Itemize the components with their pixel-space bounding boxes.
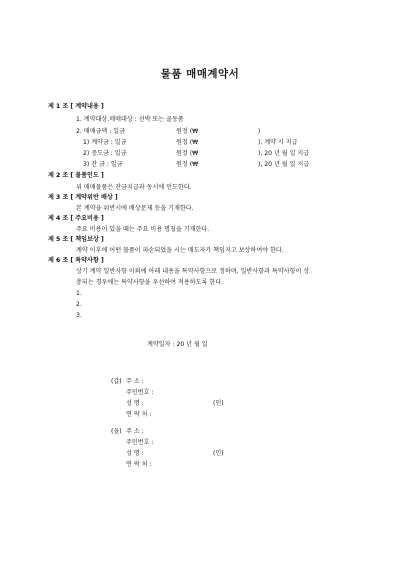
article-1-sub-3-label: 3) 잔 금 : 일금 xyxy=(83,161,123,168)
document-title: 물품 매매계약서 xyxy=(160,68,240,80)
article-1-item-1: 1. 계약대상.매매대상 : 선박 또는 골동품 xyxy=(76,116,184,123)
article-2-heading: 제 2 조 [ 물품인도 ] xyxy=(48,172,104,179)
article-2-body: 위 매매물품은 잔금지급과 동시에 인도한다. xyxy=(76,184,192,191)
party-b-address-label: 주 소 : xyxy=(126,428,144,435)
article-1-sub-2-mid: 원정 (₩ xyxy=(176,150,199,157)
article-1-sub-1-end: ), 계약 시 지급 xyxy=(258,139,298,146)
article-1-sub-2-label: 2) 중도금 : 일금 xyxy=(83,150,127,157)
party-a-name-label: 성 명 : xyxy=(126,400,144,407)
article-6-item-3: 3. xyxy=(76,312,82,319)
article-1-sub-3-end: ), 20 년 월 일 지급 xyxy=(258,161,310,168)
article-1-heading: 제 1 조 [ 계약내용 ] xyxy=(48,103,104,110)
article-3-heading: 제 3 조 [ 계약위반 배상 ] xyxy=(48,194,118,201)
party-b-contact-label: 연 락 처 : xyxy=(126,461,152,468)
party-a-seal: (인) xyxy=(213,400,224,407)
article-4-body: 주요 비용이 있을 때는 주요 비용 명칭을 기재한다. xyxy=(76,226,210,233)
party-b-label: (을) xyxy=(111,428,122,435)
article-6-body-line-1: 상기 계약 일반사항 이외에 아래 내용을 특약사항으로 정하며, 일반사항과 특약사항이 상 xyxy=(76,268,310,275)
article-6-body-line-2: 충되는 경우에는 특약사항을 우선하여 적용하도록 한다. xyxy=(76,279,224,286)
article-5-body: 계약 이후에 어떤 물품이 파손되었을 시는 매도자가 책임지고 보상하여야 한다. xyxy=(76,247,284,254)
article-1-sub-2-end: ), 20 년 월 일 지급 xyxy=(258,150,310,157)
party-a-contact-label: 연 락 처 : xyxy=(126,411,152,418)
party-b-seal: (인) xyxy=(213,450,224,457)
party-b-name-label: 성 명 : xyxy=(126,450,144,457)
article-1-item-2-end: ) xyxy=(258,128,261,135)
party-a-address-label: 주 소 : xyxy=(126,378,144,385)
article-1-item-2-label: 2. 매매금액 : 일금 xyxy=(76,128,125,135)
article-1-item-2-mid: 원정 (₩ xyxy=(176,128,199,135)
article-1-sub-1-label: 1) 계약금 : 일금 xyxy=(83,139,127,146)
party-a-label: (갑) xyxy=(111,378,122,385)
article-1-sub-3-mid: 원정 (₩ xyxy=(176,161,199,168)
article-3-body: 본 계약을 위반시에 배상문제 등을 기재한다. xyxy=(76,205,194,212)
article-6-item-2: 2. xyxy=(76,301,82,308)
party-b-id-label: 주민번호 : xyxy=(126,439,154,446)
article-4-heading: 제 4 조 [ 주요비용 ] xyxy=(48,215,104,222)
party-a-id-label: 주민번호 : xyxy=(126,389,154,396)
article-1-sub-1-mid: 원정 (₩ xyxy=(176,139,199,146)
contract-date-line: 계약일자 : 20 년 월 일 xyxy=(147,341,208,348)
article-5-heading: 제 5 조 [ 책임보상 ] xyxy=(48,236,104,243)
article-6-heading: 제 6 조 [ 특약사항 ] xyxy=(48,257,104,264)
article-6-item-1: 1. xyxy=(76,290,82,297)
